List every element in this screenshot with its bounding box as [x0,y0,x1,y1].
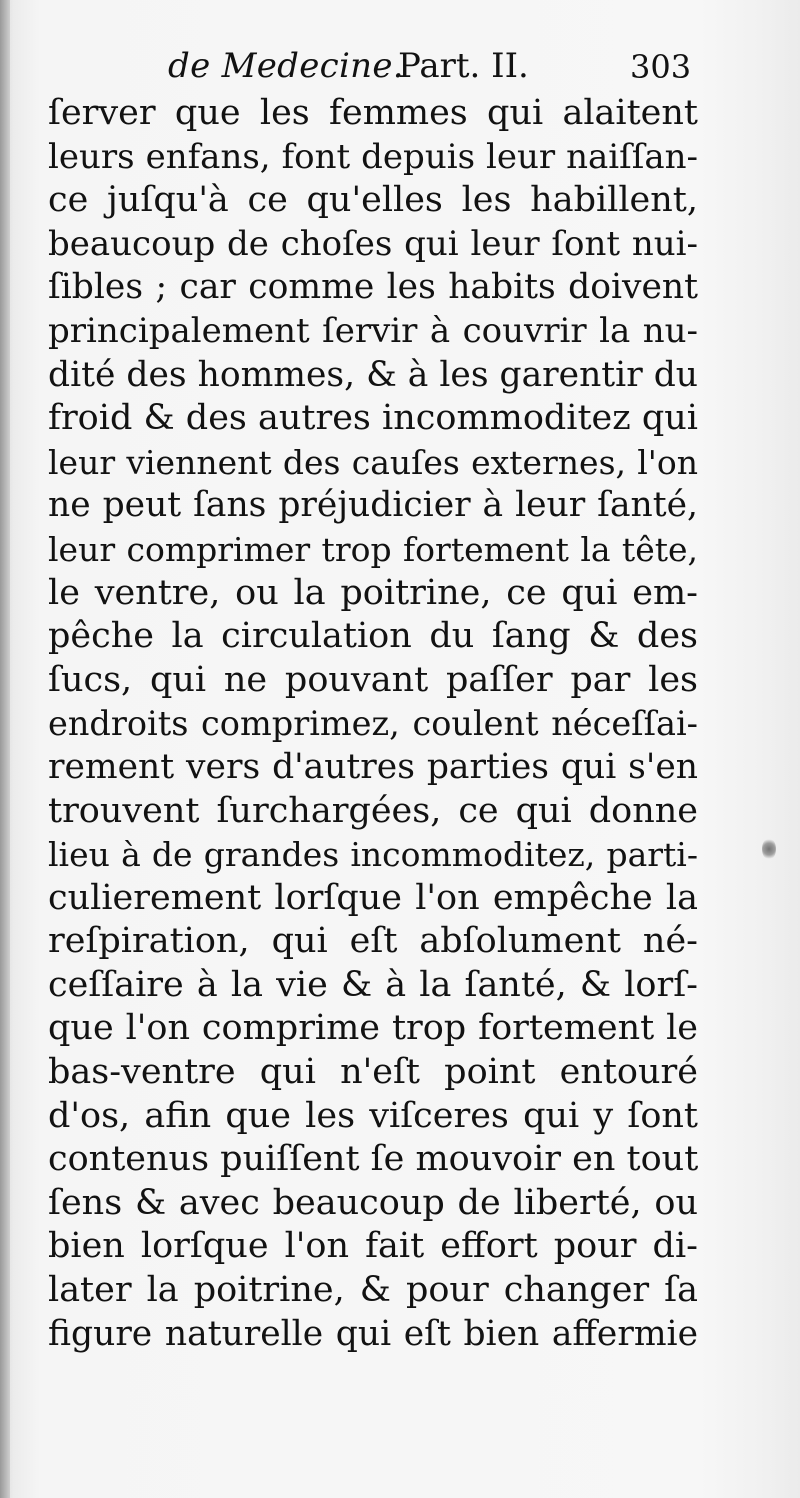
text-line: principalement ſervir à couvrir la nu- [48,310,698,351]
page-gutter-shadow [0,0,10,1498]
text-line: trouvent ſurchargées, ce qui donne [48,790,698,831]
text-line: ſibles ; car comme les habits doivent [48,267,698,308]
text-line: contenus puiſſent ſe mouvoir en tout [48,1139,699,1180]
text-line: leurs enfans, font depuis leur naiſſan- [48,136,698,177]
text-line: later la poitrine, & pour changer ſa [48,1270,698,1311]
text-line: bas-ventre qui n'eſt point entouré [48,1052,698,1093]
text-line: endroits comprimez, coulent néceſſai- [48,704,698,744]
ink-smudge [762,838,776,860]
text-line: reſpiration, qui eſt abſolument né- [48,921,698,962]
text-line: d'os, afin que les viſceres qui y ſont [48,1095,698,1136]
text-line: bien lorſque l'on fait effort pour di- [48,1226,698,1267]
page-header [0,40,800,90]
page-number: 303 [630,48,692,86]
body-text [48,92,698,1356]
running-title: de Medecine. [168,46,404,86]
text-line: culierement lorſque l'on empêche la [48,877,698,918]
text-line: ſerver que les femmes qui alaitent [48,93,698,133]
text-line: leur viennent des cauſes externes, l'on [48,442,698,482]
text-line: ne peut ſans préjudicier à leur ſanté, [48,485,698,526]
text-line: leur comprimer trop fortement la tête, [48,529,698,569]
text-line: figure naturelle qui eſt bien affermie [48,1313,698,1354]
text-line: ſucs, qui ne pouvant paſſer par les [48,659,698,700]
text-line: lieu à de grandes incommoditez, parti- [48,835,698,875]
part-label: Part. II. [398,46,529,86]
text-line: froid & des autres incommoditez qui [48,398,698,439]
text-line: ſens & avec beaucoup de liberté, ou [48,1182,698,1223]
text-line: le ventre, ou la poitrine, ce qui em- [48,572,698,613]
text-line: beaucoup de choſes qui leur ſont nui- [48,223,698,264]
text-line: ce juſqu'à ce qu'elles les habillent, [48,180,698,221]
text-line: pêche la circulation du ſang & des [48,616,698,657]
text-line: rement vers d'autres parties qui s'en [48,746,698,787]
text-line: que l'on comprime trop fortement le [48,1008,698,1049]
text-line: dité des hommes, & à les garentir du [48,354,698,395]
text-line: ceſſaire à la vie & à la ſanté, & lorſ- [48,964,698,1005]
